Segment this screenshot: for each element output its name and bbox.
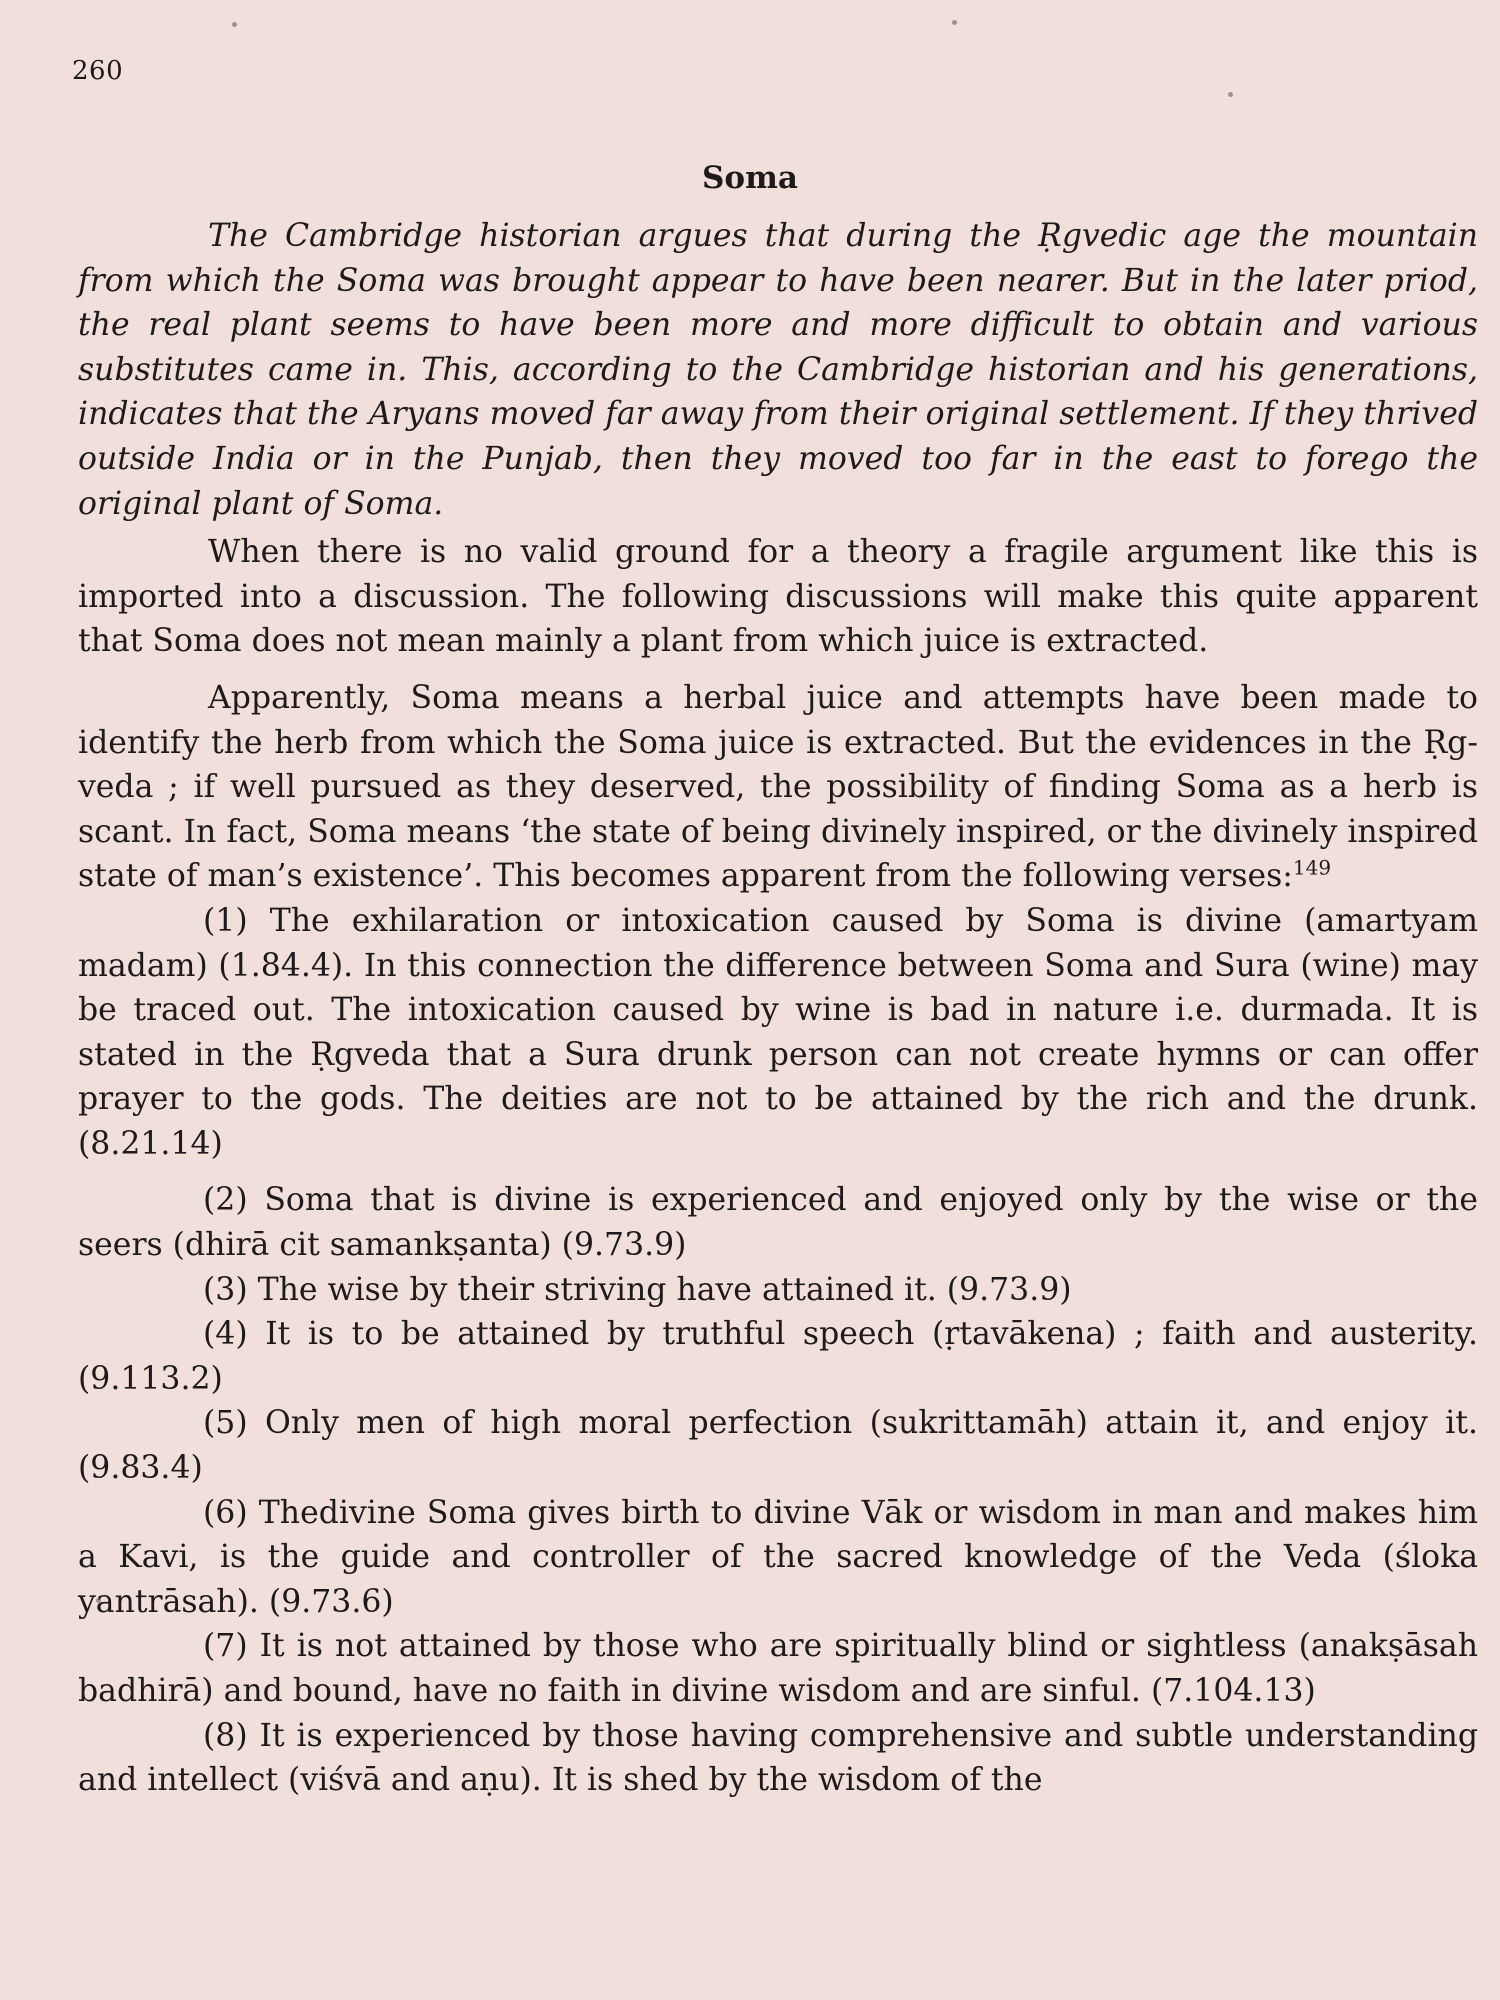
footnote-ref: 149 — [1292, 855, 1332, 880]
verse-item: (1) The exhilaration or intoxication caused by Soma is divine (amartyam madam) (1.84.4). In this connection the difference between Soma and Sura (wine) may be traced out. The intoxication caused by wine is bad in nature i.e. durmada. It is stated in the Ṛgveda that a Sura drunk person can not create hymns or can offer prayer to the gods. The deities are not to be attained by the rich and the drunk. (8.21.14) — [78, 902, 1478, 1162]
paragraph: When there is no valid ground for a theory a fragile argument like this is imported into a discussion. The following discussions will make this quite apparent that Soma does not mean mainly a plant from which juice is extracted. — [78, 534, 1478, 660]
section-heading: Soma — [702, 160, 798, 196]
page-number: 260 — [72, 56, 124, 86]
verse-item: (5) Only men of high moral perfection (sukrittamāh) attain it, and enjoy it. (9.83.4) — [78, 1405, 1478, 1487]
verse-item: (3) The wise by their striving have attained it. (9.73.9) — [203, 1271, 1072, 1308]
paragraph — [78, 676, 1478, 899]
verse-item: (8) It is experienced by those having comprehensive and subtle understanding and intellect (viśvā and aṇu). It is shed by the wisdom of the — [78, 1717, 1478, 1799]
intro-paragraph: The Cambridge historian argues that during the Ṛgvedic age the mountain from which the Soma was brought appear to have been nearer. But in the later priod, the real plant seems to have been more and more difficult to obtain and various substitutes came in. This, according to the Cambridge historian and his generations, indicates that the Aryans moved far away from their original settlement. If they thrived outside India or in the Punjab, then they moved too far in the east to forego the original plant of Soma. — [78, 218, 1478, 522]
body-text — [78, 214, 1478, 1803]
paper-speck — [1228, 92, 1233, 97]
paper-speck — [952, 20, 957, 25]
verse-item: (6) Thedivine Soma gives birth to divine Vāk or wisdom in man and makes him a Kavi, is the guide and controller of the sacred knowledge of the Veda (śloka yantrāsah). (9.73.6) — [78, 1494, 1478, 1620]
verse-item: (7) It is not attained by those who are spiritually blind or sightless (anakṣāsah badhirā) and bound, have no faith in divine wisdom and are sinful. (7.104.13) — [78, 1628, 1478, 1709]
verse-item: (4) It is to be attained by truthful speech (ṛtavākena) ; faith and austerity. (9.113.2) — [78, 1316, 1478, 1397]
paragraph-text: Apparently, Soma means a herbal juice and attempts have been made to identify the herb from which the Soma juice is extracted. But the evidences in the Ṛg-veda ; if well pursued as they deserved, the possibility of finding Soma as a herb is scant. In fact, Soma means ‘the state of being divinely inspired, or the divinely inspired state of man’s existence’. This becomes apparent from the following verses: — [78, 679, 1478, 895]
paper-speck — [232, 22, 237, 27]
verse-item: (2) Soma that is divine is experienced and enjoyed only by the wise or the seers (dhirā cit samankṣanta) (9.73.9) — [78, 1182, 1478, 1264]
